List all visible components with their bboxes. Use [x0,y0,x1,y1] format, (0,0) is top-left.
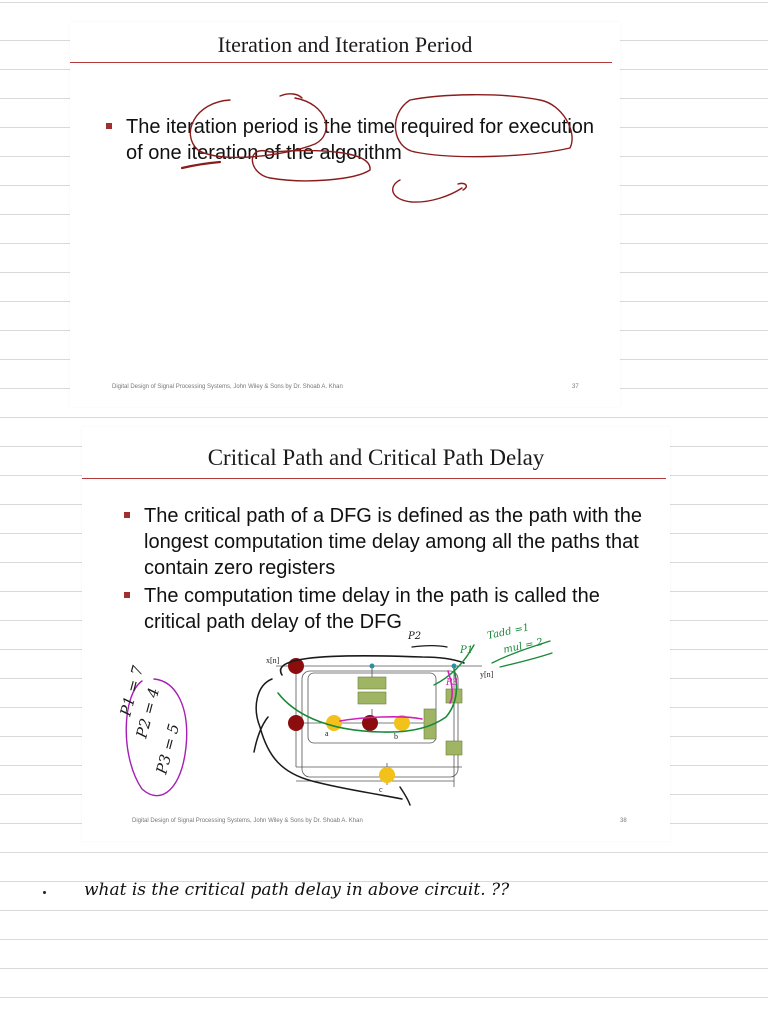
ink-path-value: P1 = 7 [116,663,148,719]
ink-path-value: P3 = 5 [152,721,184,777]
output-label: y[n] [480,670,494,679]
bullet-text: The computation time delay in the path is called the critical path delay of the DFG [144,585,600,633]
slide-37 [70,22,620,407]
slide-title: Iteration and Iteration Period [217,32,473,57]
ink-path-p3 [340,717,422,721]
register-block [358,677,386,689]
ink-label-p2: P2 [408,631,422,642]
multiplier-node [326,715,342,731]
ink-circle-iteration-period [190,98,326,157]
page-number: 37 [572,384,579,390]
ink-path-value: P2 = 4 [132,685,164,741]
coef-c-label: c [379,785,383,794]
ink-label-p3: P3 [446,678,458,688]
coef-a-label: a [325,729,329,738]
ink-label-p1: P1 [460,645,474,656]
register-block [358,692,386,704]
dfg-diagram [82,427,670,841]
adder-node [288,715,304,731]
input-label: x[n] [266,656,280,665]
multiplier-node [379,767,395,783]
slide-footer: Digital Design of Signal Processing Systems, John Wiley & Sons by Dr. Shoab A. Khan [112,384,343,390]
coef-b-label: b [394,732,398,741]
page-number: 38 [620,818,627,824]
slide-38 [82,427,670,841]
note-bullet-dot [43,891,46,894]
ink-annotations [70,22,620,407]
ink-circle-time-required [395,95,572,157]
bullet-text: The iteration period is the time required for execution of one iteration of the algorithm [126,116,595,164]
bullet-text: The critical path of a DFG is defined as the path with the longest computation time delay among all the paths that contain zero registers [144,505,643,579]
ink-timing-mul: mul = 2 [502,636,544,656]
handwritten-question: what is the critical path delay in above circuit. ?? [84,880,510,900]
register-block [446,741,462,755]
slide-title: Critical Path and Critical Path Delay [207,445,545,470]
ink-timing-add: Tadd =1 [486,622,531,642]
slide-footer: Digital Design of Signal Processing Systems, John Wiley & Sons by Dr. Shoab A. Khan [132,818,363,824]
